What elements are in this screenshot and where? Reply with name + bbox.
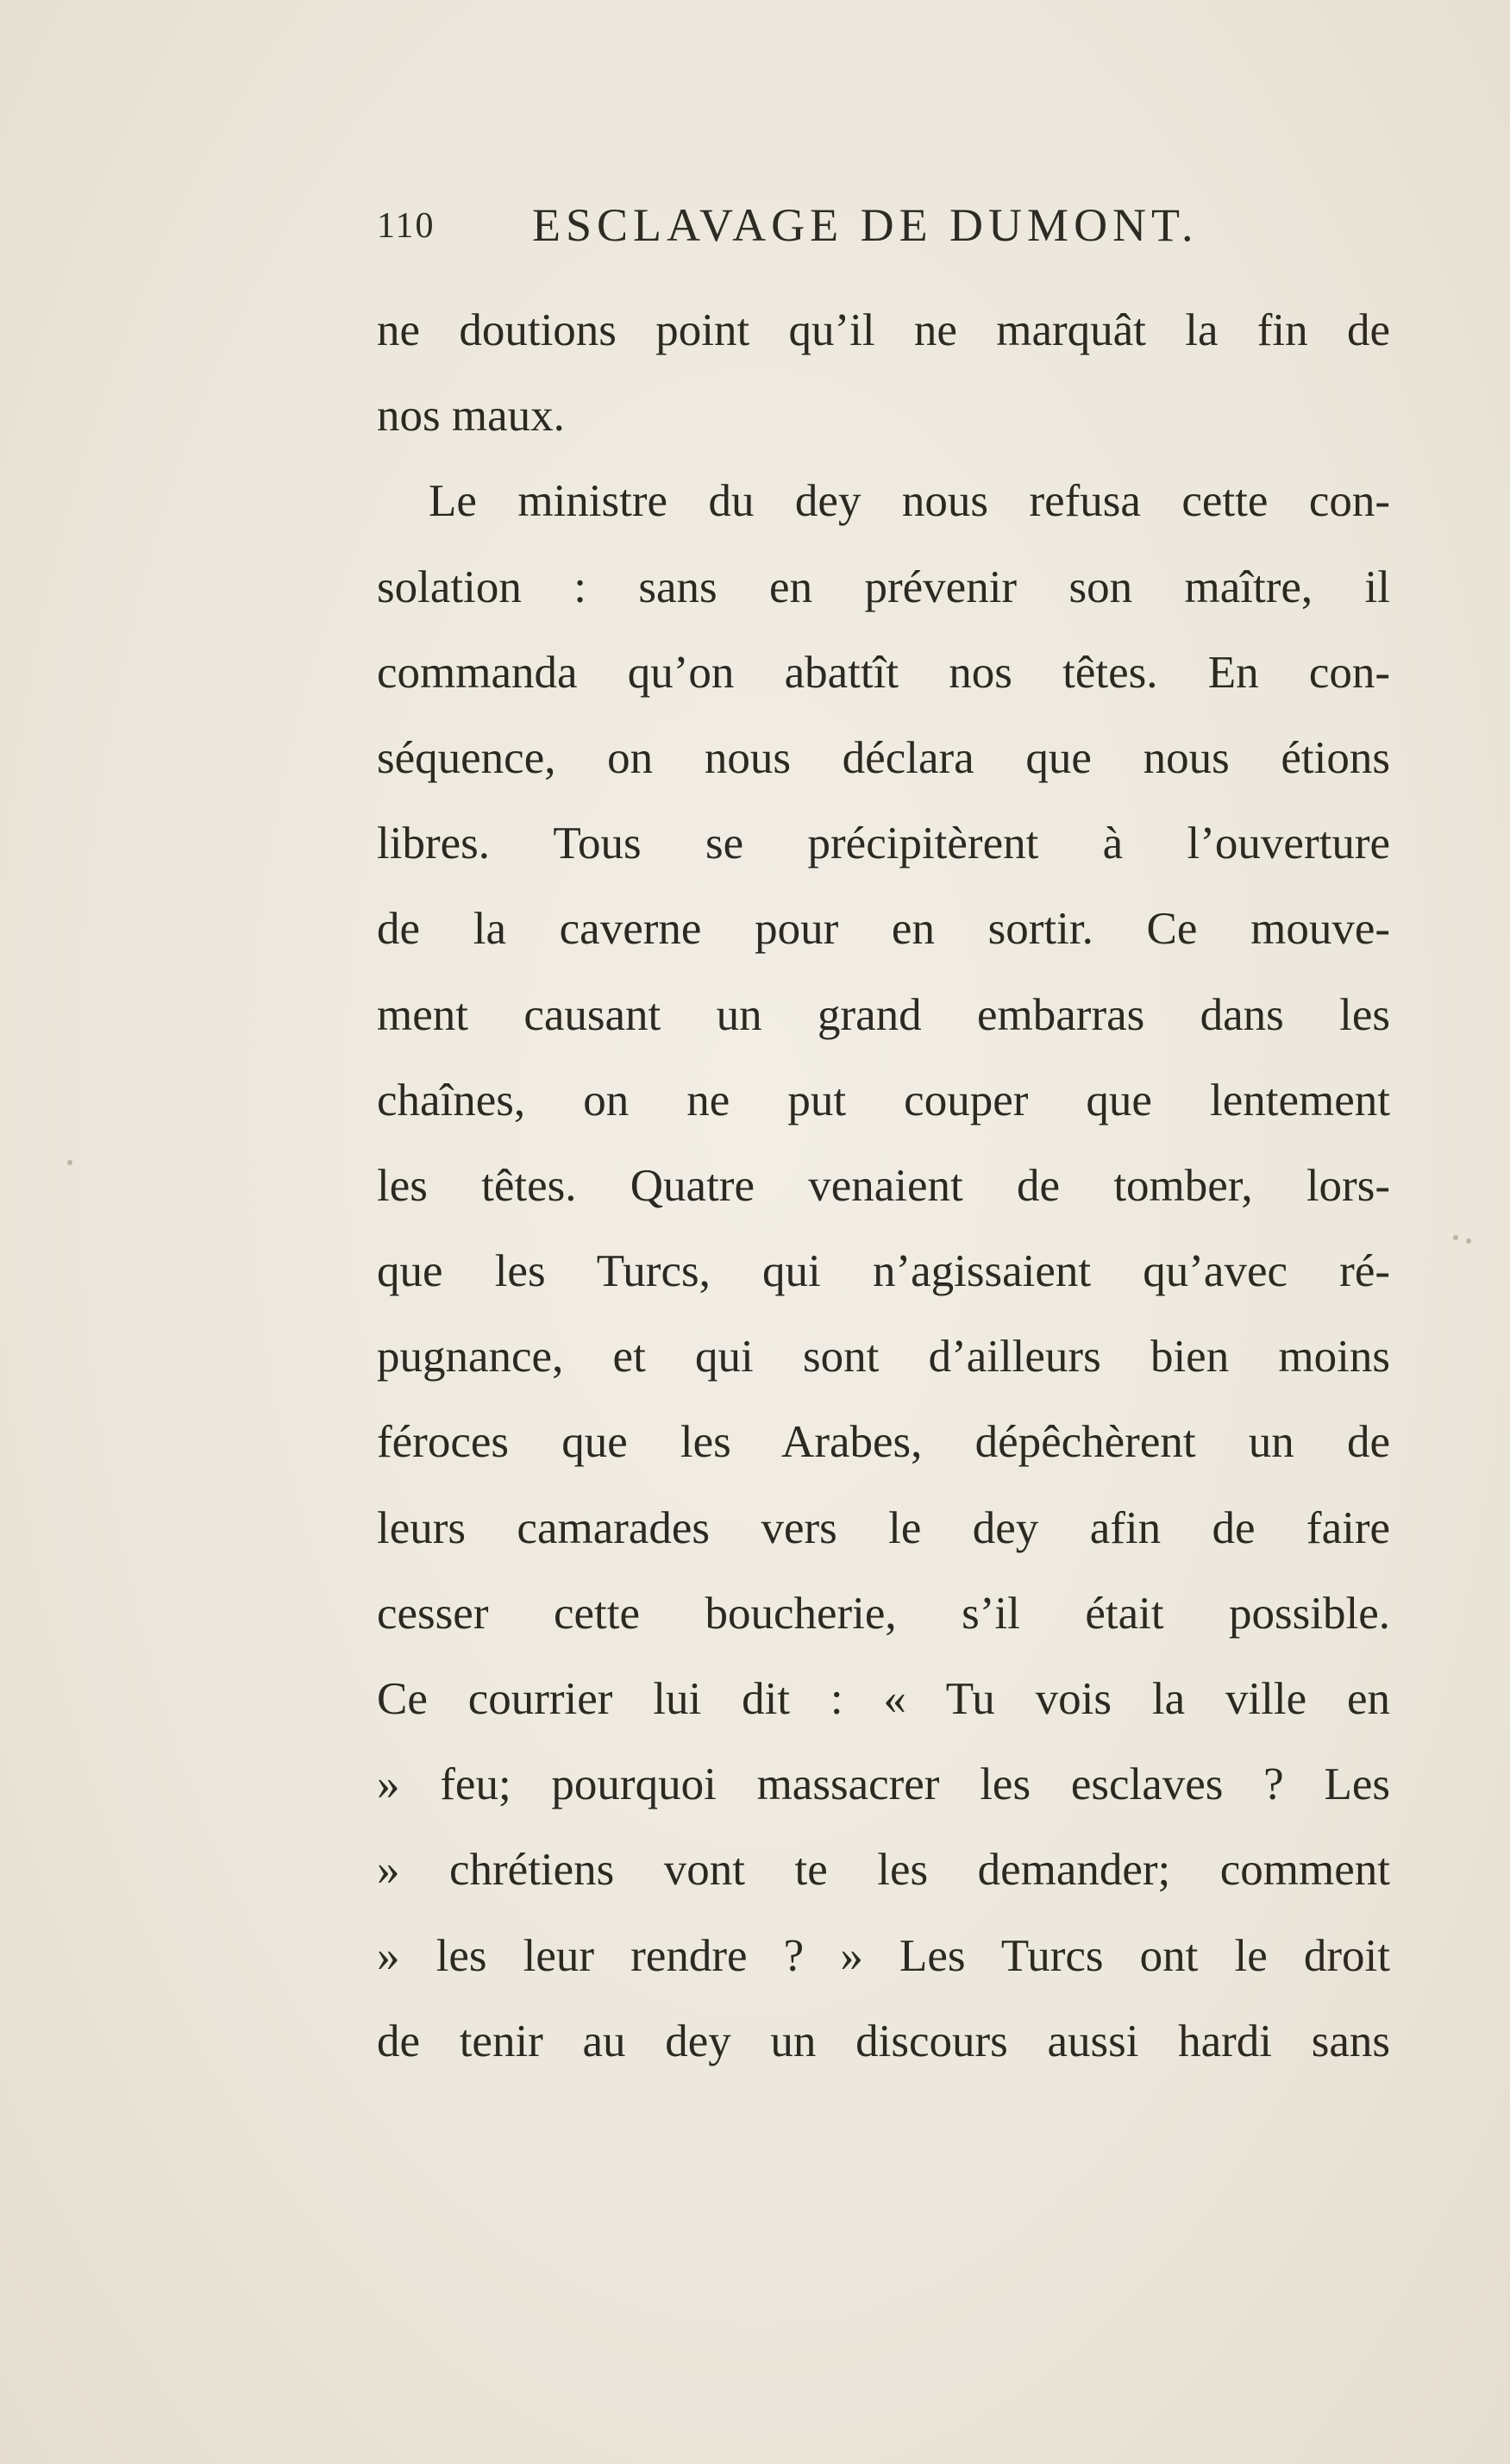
text-line: cesser cette boucherie, s’il était possible. (377, 1588, 1390, 1639)
text-line: libres. Tous se précipitèrent à l’ouverture (377, 818, 1390, 869)
body-text (377, 296, 1390, 2092)
quotation-line: » feu; pourquoi massacrer les esclaves ? Les (377, 1759, 1390, 1810)
text-line: ment causant un grand embarras dans les (377, 989, 1390, 1040)
text-line: de tenir au dey un discours aussi hardi sans (377, 2016, 1390, 2066)
text-line: solation : sans en prévenir son maître, il (377, 561, 1390, 612)
text-line: de la caverne pour en sortir. Ce mouve- (377, 904, 1390, 955)
page-number: 110 (377, 206, 435, 246)
text-line: ne doutions point qu’il ne marquât la fin de (377, 305, 1390, 355)
text-line: nos maux. (377, 391, 565, 442)
text-line: féroces que les Arabes, dépêchèrent un de (377, 1417, 1390, 1468)
text-line: que les Turcs, qui n’agissaient qu’avec ré- (377, 1246, 1390, 1297)
quotation-line: » les leur rendre ? » Les Turcs ont le droit (377, 1930, 1390, 1981)
text-line: les têtes. Quatre venaient de tomber, lors- (377, 1160, 1390, 1211)
paper-speck (67, 1160, 72, 1165)
paragraph-start-line: Le ministre du dey nous refusa cette con- (429, 476, 1390, 527)
running-title: ESCLAVAGE DE DUMONT. (532, 199, 1199, 251)
quotation-line: » chrétiens vont te les demander; comment (377, 1845, 1390, 1896)
paper-speck (1466, 1238, 1471, 1244)
text-line: commanda qu’on abattît nos têtes. En con- (377, 647, 1390, 698)
text-line: leurs camarades vers le dey afin de faire (377, 1502, 1390, 1553)
text-line: pugnance, et qui sont d’ailleurs bien moins (377, 1332, 1390, 1382)
paper-speck (1453, 1235, 1458, 1240)
running-head (377, 198, 1394, 259)
text-line: Ce courrier lui dit : « Tu vois la ville en (377, 1674, 1390, 1724)
text-line: chaînes, on ne put couper que lentement (377, 1075, 1390, 1125)
text-line: séquence, on nous déclara que nous étions (377, 732, 1390, 783)
